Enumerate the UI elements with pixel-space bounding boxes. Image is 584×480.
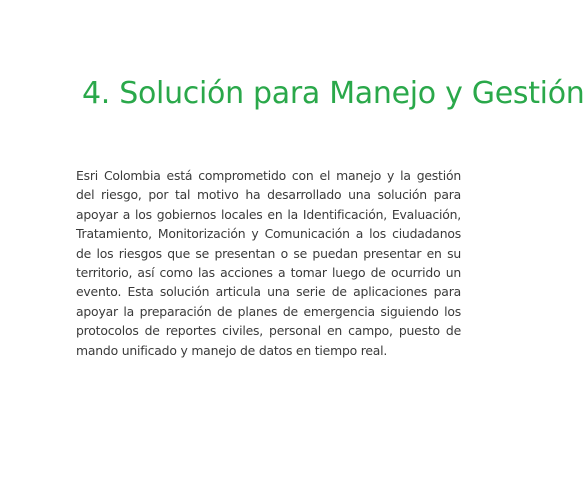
slide-title: 4. Solución para Manejo y Gestión <box>82 76 584 111</box>
slide-body-text: Esri Colombia está comprometido con el manejo y la gestión del riesgo, por tal motivo ha desarrollado una solución para apoyar a los gobiernos locales en la Identificación, Evaluación, Tratamiento, Monitorización y Comunicación a los ciudadanos de los riesgos que se presentan o se puedan presentar en su territorio, así como las acciones a tomar luego de ocurrido un evento. Esta solución articula una serie de aplicaciones para apoyar la preparación de planes de emergencia siguiendo los protocolos de reportes civiles, personal en campo, puesto de mando unificado y manejo de datos en tiempo real. <box>76 168 461 358</box>
